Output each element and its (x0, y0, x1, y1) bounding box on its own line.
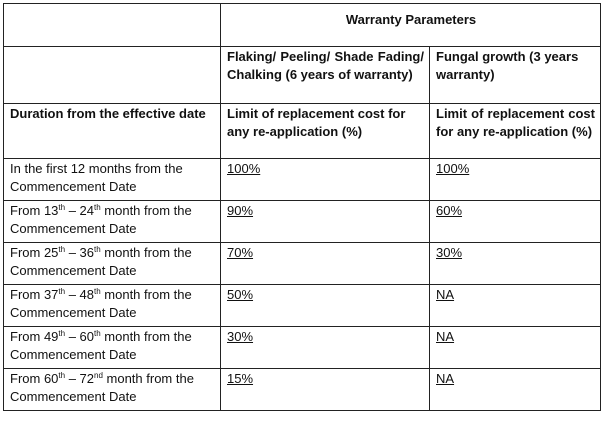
duration-line2: Commencement Date (10, 179, 137, 194)
duration-mid: – 36 (65, 245, 94, 260)
value-a-cell (221, 327, 430, 369)
duration-mid: – 72 (65, 371, 94, 386)
duration-post: month from the (100, 245, 192, 260)
duration-post: month from the (100, 329, 192, 344)
duration-pre: From 13 (10, 203, 59, 218)
duration-cell (4, 327, 221, 369)
ordinal-sup: nd (94, 371, 103, 380)
value-a-cell (221, 369, 430, 411)
duration-pre: From 49 (10, 329, 59, 344)
empty-corner-cell (4, 4, 221, 47)
value-a-cell (221, 243, 430, 285)
duration-cell (4, 369, 221, 411)
sub-header-b: Limit of replacement cost for any re-application (%) (430, 104, 601, 159)
duration-pre: From 37 (10, 287, 59, 302)
duration-cell (4, 285, 221, 327)
sub-header-a: Limit of replacement cost for any re-application (%) (221, 104, 430, 159)
duration-cell (4, 159, 221, 201)
value-b-cell (430, 327, 601, 369)
table-header-row (4, 4, 601, 47)
group-header: Warranty Parameters (221, 4, 601, 47)
table-row (4, 159, 601, 201)
duration-post: month from the (100, 203, 192, 218)
empty-corner-cell (4, 47, 221, 104)
col-b-header: Fungal growth (3 years warranty) (430, 47, 601, 104)
value-b: NA (436, 329, 455, 344)
duration-line2: Commencement Date (10, 221, 137, 236)
value-a: 90% (227, 203, 254, 218)
duration-line2: Commencement Date (10, 263, 137, 278)
value-b: 30% (436, 245, 463, 260)
col-a-header: Flaking/ Peeling/ Shade Fading/ Chalking (6 years of warranty) (221, 47, 430, 104)
value-a-cell (221, 285, 430, 327)
duration-mid: – 60 (65, 329, 94, 344)
duration-line2: Commencement Date (10, 305, 137, 320)
ordinal-sup: th (58, 245, 66, 254)
duration-line2: Commencement Date (10, 347, 137, 362)
value-b-cell (430, 201, 601, 243)
warranty-table (3, 3, 601, 411)
table-header-row (4, 47, 601, 104)
value-b-cell (430, 159, 601, 201)
value-a: 70% (227, 245, 254, 260)
ordinal-sup: th (94, 329, 101, 338)
table-row (4, 369, 601, 411)
table-row (4, 285, 601, 327)
value-a: 30% (227, 329, 254, 344)
row-label-header: Duration from the effective date (4, 104, 221, 159)
value-b-cell (430, 285, 601, 327)
ordinal-sup: th (94, 203, 101, 212)
duration-pre: From 25 (10, 245, 59, 260)
duration-line1: In the first 12 months from the (10, 161, 183, 176)
value-b: NA (436, 287, 455, 302)
duration-mid: – 24 (65, 203, 94, 218)
ordinal-sup: th (94, 245, 101, 254)
value-b: 60% (436, 203, 463, 218)
ordinal-sup: th (58, 203, 66, 212)
duration-line2: Commencement Date (10, 389, 137, 404)
ordinal-sup: th (58, 371, 66, 380)
table-row (4, 327, 601, 369)
duration-pre: From 60 (10, 371, 59, 386)
duration-cell (4, 243, 221, 285)
value-a: 100% (227, 161, 261, 176)
duration-post: month from the (102, 371, 194, 386)
value-b-cell (430, 369, 601, 411)
table-row (4, 243, 601, 285)
duration-cell (4, 201, 221, 243)
value-b: 100% (436, 161, 470, 176)
ordinal-sup: th (58, 287, 66, 296)
table-row (4, 201, 601, 243)
duration-mid: – 48 (65, 287, 94, 302)
duration-post: month from the (100, 287, 192, 302)
ordinal-sup: th (58, 329, 66, 338)
ordinal-sup: th (94, 287, 101, 296)
value-b: NA (436, 371, 455, 386)
value-a: 50% (227, 287, 254, 302)
table-subheader-row (4, 104, 601, 159)
value-b-cell (430, 243, 601, 285)
value-a-cell (221, 201, 430, 243)
value-a-cell (221, 159, 430, 201)
value-a: 15% (227, 371, 254, 386)
